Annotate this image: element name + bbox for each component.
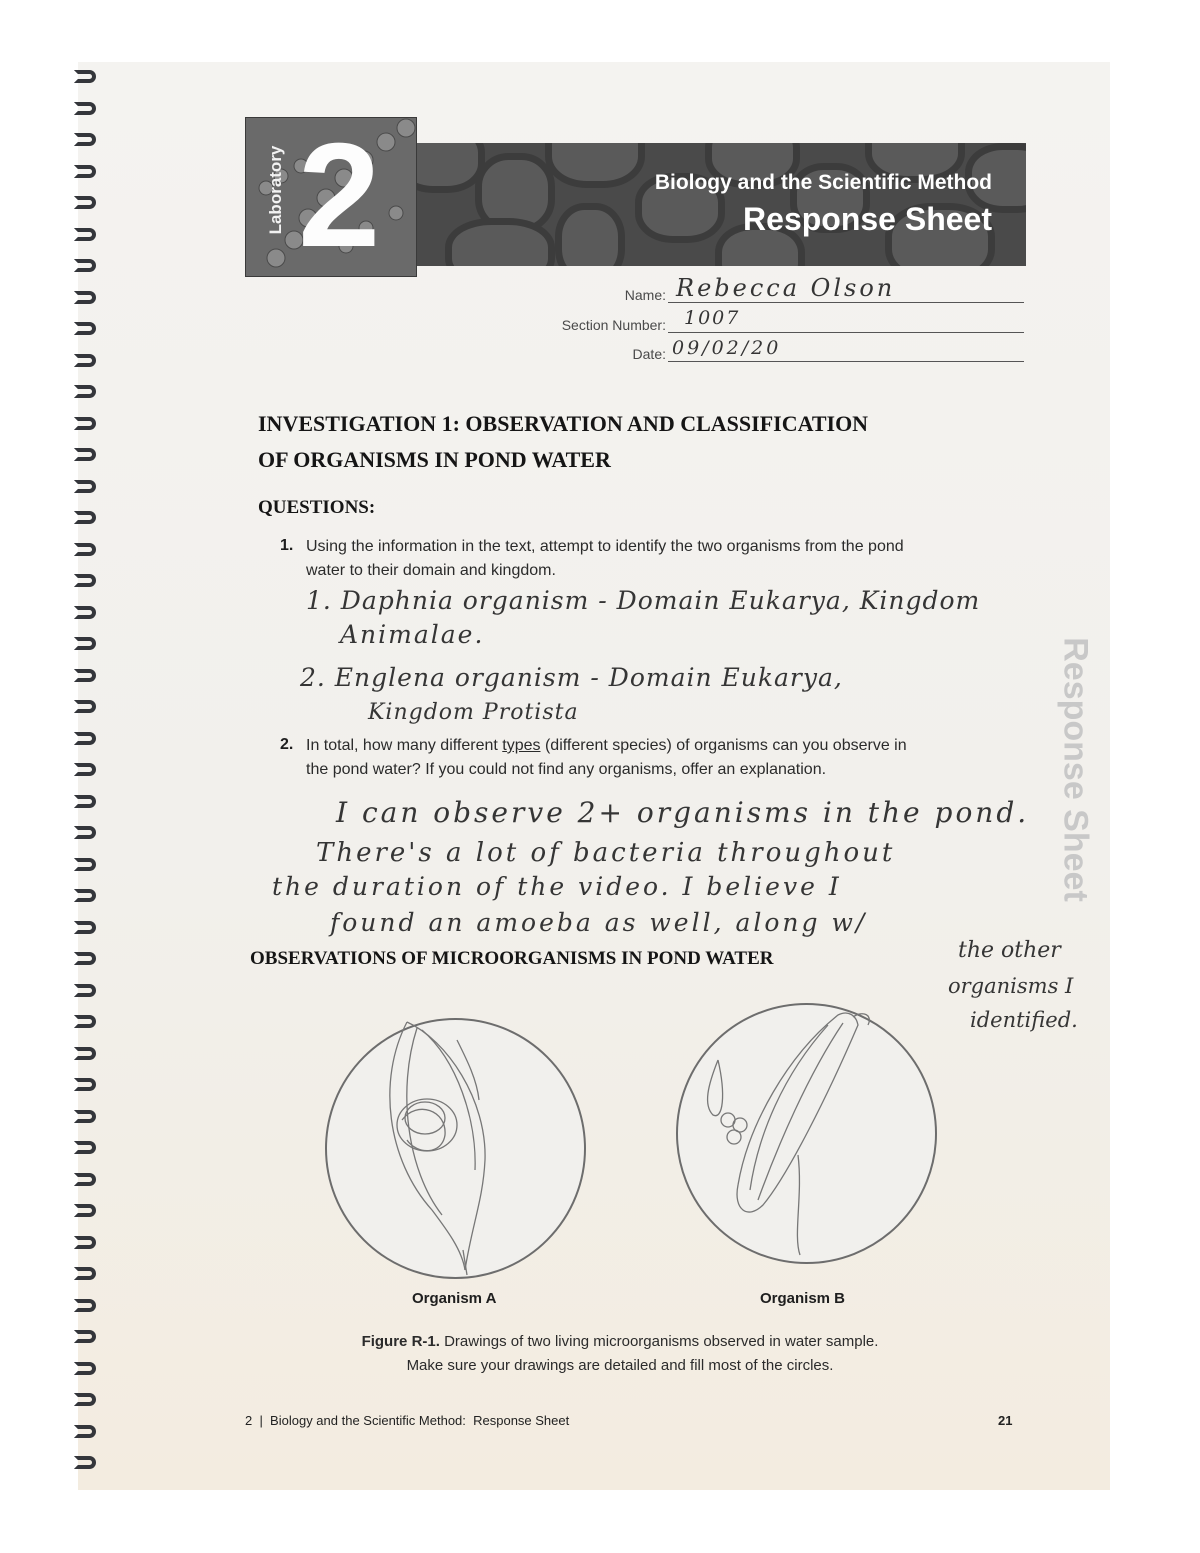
spiral-coil: [74, 133, 96, 146]
spiral-coil: [74, 921, 96, 934]
side-tab-label: Response Sheet: [1056, 637, 1095, 902]
laboratory-number-box: [245, 117, 417, 277]
spiral-coil: [74, 196, 96, 209]
banner-title: Response Sheet: [743, 201, 992, 237]
figure-caption-line2: Make sure your drawings are detailed and fill most of the circles.: [406, 1357, 834, 1374]
answer-2-line1: I can observe 2+ organisms in the pond.: [336, 796, 1030, 829]
question-2-text: [306, 734, 1026, 782]
question-1-line1: Using the information in the text, attempt to identify the two organisms from the pond: [306, 538, 904, 555]
spiral-coil: [74, 70, 96, 83]
name-label: Name:: [624, 287, 666, 303]
figure-label: Figure R-1.: [361, 1333, 440, 1350]
spiral-coil: [74, 1015, 96, 1028]
banner-subtitle: Biology and the Scientific Method: [654, 171, 992, 194]
answer-2-line7: identified.: [970, 1008, 1078, 1032]
spiral-coil: [74, 1330, 96, 1343]
spiral-coil: [74, 291, 96, 304]
laboratory-label: Laboratory: [266, 145, 285, 235]
observations-heading: OBSERVATIONS OF MICROORGANISMS IN POND WATER: [250, 948, 774, 969]
spiral-coil: [74, 763, 96, 776]
spiral-coil: [74, 1236, 96, 1249]
organism-b-circle: [676, 1003, 937, 1264]
spiral-coil: [74, 1425, 96, 1438]
spiral-coil: [74, 1110, 96, 1123]
spiral-coil: [74, 354, 96, 367]
spiral-coil: [74, 700, 96, 713]
name-line: [668, 302, 1024, 303]
spiral-coil: [74, 322, 96, 335]
spiral-coil: [74, 448, 96, 461]
question-1-text: [306, 535, 1026, 583]
spiral-coil: [74, 1267, 96, 1280]
spiral-coil: [74, 417, 96, 430]
figure-caption-line1: [300, 1330, 940, 1354]
spiral-coil: [74, 480, 96, 493]
answer-2-line3: the duration of the video. I believe I: [272, 872, 842, 901]
answer-1-line1: 1. Daphnia organism - Domain Eukarya, Kingdom: [306, 586, 981, 615]
section-number-line: [668, 332, 1024, 333]
spiral-coil: [74, 385, 96, 398]
organism-a-circle: [325, 1018, 586, 1279]
spiral-coil: [74, 952, 96, 965]
spiral-coil: [74, 102, 96, 115]
spiral-coil: [74, 606, 96, 619]
spiral-coil: [74, 1173, 96, 1186]
spiral-coil: [74, 732, 96, 745]
page-number: 21: [998, 1413, 1013, 1428]
question-1-line2: water to their domain and kingdom.: [306, 562, 556, 579]
spiral-coil: [74, 1362, 96, 1375]
spiral-coil: [74, 1078, 96, 1091]
investigation-title-line1: INVESTIGATION 1: OBSERVATION AND CLASSIFICATION: [258, 411, 869, 436]
spiral-coil: [74, 637, 96, 650]
name-value: Rebecca Olson: [676, 274, 896, 302]
organism-b-label: Organism B: [760, 1290, 846, 1307]
spiral-coil: [74, 511, 96, 524]
spiral-coil: [74, 858, 96, 871]
spiral-coil: [74, 228, 96, 241]
spiral-coil: [74, 1141, 96, 1154]
figure-text: Drawings of two living microorganisms observed in water sample.: [439, 1333, 879, 1350]
question-2-line2: the pond water? If you could not find any organisms, offer an explanation.: [306, 761, 827, 778]
answer-1-line3: 2. Englena organism - Domain Eukarya,: [300, 663, 843, 692]
spiral-coil: [74, 165, 96, 178]
section-number-value: 1007: [684, 307, 741, 329]
spiral-coil: [74, 669, 96, 682]
spiral-coil: [74, 1456, 96, 1469]
date-value: 09/02/20: [672, 337, 782, 359]
laboratory-number: 2: [298, 117, 381, 277]
figure-caption: [300, 1330, 940, 1378]
spiral-coil: [74, 795, 96, 808]
answer-1-line2: Animalae.: [340, 620, 485, 649]
date-line: [668, 361, 1024, 362]
section-number-label: Section Number:: [561, 317, 666, 333]
spiral-coil: [74, 1393, 96, 1406]
answer-2-line4: found an amoeba as well, along w/: [330, 908, 868, 937]
spiral-binding: [74, 62, 104, 1482]
spiral-coil: [74, 259, 96, 272]
spiral-coil: [74, 1204, 96, 1217]
question-1-number: 1.: [280, 537, 294, 554]
footer-left: 2 | Biology and the Scientific Method: Response Sheet: [245, 1413, 570, 1428]
question-2-text-a: In total, how many different: [306, 737, 503, 754]
answer-2-line5: the other: [958, 938, 1061, 963]
date-label: Date:: [632, 346, 666, 362]
question-2-text-underlined: types: [502, 737, 541, 754]
question-2-line1: [306, 734, 1026, 758]
organism-a-label: Organism A: [412, 1290, 497, 1307]
spiral-coil: [74, 574, 96, 587]
question-2-text-b: (different species) of organisms can you observe in: [540, 737, 907, 754]
spiral-coil: [74, 984, 96, 997]
answer-2-line2: There's a lot of bacteria throughout: [316, 838, 896, 868]
spiral-coil: [74, 543, 96, 556]
spiral-coil: [74, 1299, 96, 1312]
answer-1-line4: Kingdom Protista: [368, 700, 579, 725]
spiral-coil: [74, 889, 96, 902]
spiral-coil: [74, 826, 96, 839]
question-2-number: 2.: [280, 736, 294, 753]
organism-a-drawing: [327, 1020, 584, 1277]
answer-2-line6: organisms I: [948, 974, 1074, 998]
investigation-title-line2: OF ORGANISMS IN POND WATER: [258, 447, 611, 472]
organism-b-drawing: [678, 1005, 935, 1262]
spiral-coil: [74, 1047, 96, 1060]
questions-heading: QUESTIONS:: [258, 497, 376, 518]
